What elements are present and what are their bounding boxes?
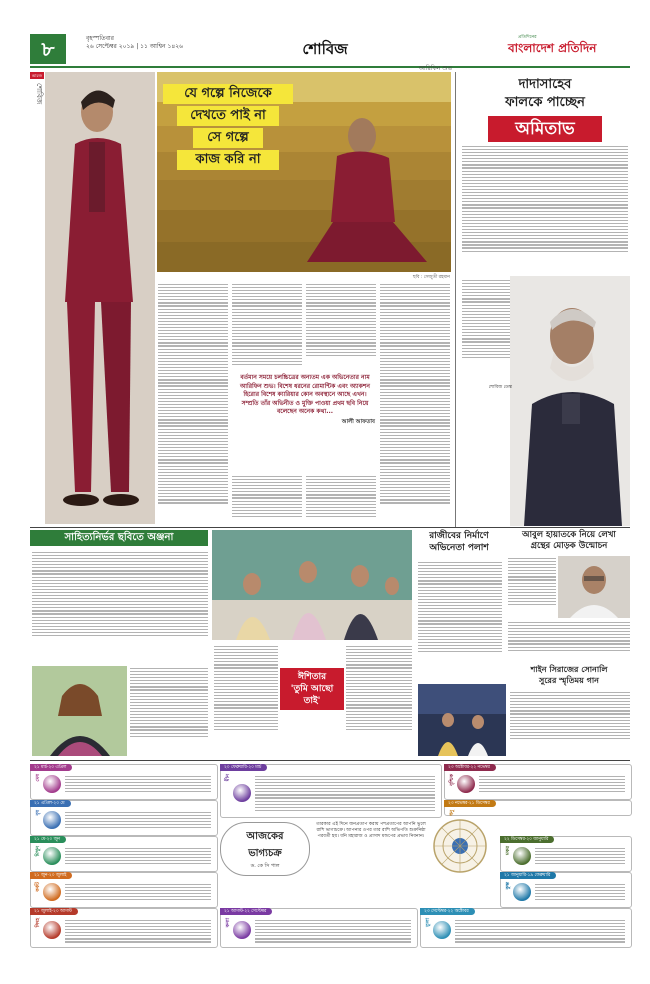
lead-headline-line-4: কাজ করি না [177, 150, 279, 170]
horoscope-sign-text [65, 918, 211, 945]
lead-photo-standing [45, 72, 155, 524]
horoscope-sign-range: ২১ এপ্রিল-২০ মে [30, 800, 71, 807]
horoscope-sign-name: মীন [225, 774, 231, 782]
zodiac-sign-icon [457, 775, 475, 793]
amitabh-body [462, 144, 628, 274]
horoscope-sign-name: কুম্ভ [505, 882, 511, 890]
horoscope-sign-box [30, 800, 218, 836]
masthead-tag: প্রতিদিনের [518, 35, 537, 40]
abul-hayat-headline-2: গ্রন্থের মোড়ক উন্মোচন [530, 541, 608, 551]
rajiv-body [418, 560, 502, 680]
amitabh-title [460, 76, 630, 142]
lead-headline-line-3: সে গল্পে [193, 128, 263, 148]
header-rule [30, 66, 630, 68]
tumi-acho-illustration [212, 530, 412, 640]
lead-body-col-2 [232, 282, 302, 372]
horoscope-sign-box [220, 908, 418, 948]
horoscope-title-box [220, 822, 310, 876]
horoscope-sign-text [65, 882, 211, 902]
amitabh-photo [510, 276, 630, 526]
horoscope-sign-box [444, 764, 632, 800]
amitabh-title-2: ফালকে পাচ্ছেন [505, 95, 585, 110]
horoscope-sign-box [220, 764, 442, 818]
abul-hayat-headline-1: আবুল হায়াতকে নিয়ে লেখা [522, 530, 616, 540]
zodiac-sign-icon [233, 784, 251, 802]
zodiac-sign-icon [513, 847, 531, 865]
lead-byline: আরিফিন শুভ [418, 65, 452, 72]
anjana-photo [32, 666, 127, 756]
issue-date-text: ২৬ সেপ্টেম্বর ২০১৯ | ১১ আশ্বিন ১৪২৬ [86, 43, 184, 50]
anjana-headline [30, 530, 208, 546]
amitabh-body-left [462, 278, 514, 378]
horoscope-sign-box [500, 872, 632, 908]
abul-hayat-body-1 [508, 556, 556, 618]
rajiv-headline-2: অভিনেতা পলাশ [429, 543, 489, 553]
zodiac-sign-icon [233, 921, 251, 939]
issue-date [86, 35, 286, 51]
horoscope-title-1: আজকের [246, 831, 284, 842]
lead-headline [163, 84, 293, 170]
amitabh-footer: শোবিজ ডেস্ক [488, 385, 512, 390]
shaina-headline [508, 664, 630, 686]
horoscope-sign-range: ২১ জুলাই-২০ আগস্ট [30, 908, 78, 915]
side-tag [30, 72, 44, 104]
horoscope-sign-text [455, 918, 625, 945]
anjana-headline-text: সাহিত্যনির্ভর ছবিতে অঞ্জনা [30, 530, 208, 546]
abul-hayat-illustration [558, 556, 630, 618]
lead-body-col-4 [380, 282, 450, 522]
horoscope-sign-text [65, 810, 211, 830]
zodiac-sign-icon [43, 811, 61, 829]
lead-body-col-2b [232, 474, 302, 524]
horoscope-sign-range: ২২ ডিসেম্বর-২০ জানুয়ারি [500, 836, 554, 843]
horoscope-sign-box [30, 872, 218, 908]
horoscope-sign-range: ২০ ফেব্রুয়ারি-২০ মার্চ [220, 764, 267, 771]
horoscope-sign-range: ২১ মে-২০ জুন [30, 836, 66, 843]
horoscope-sign-box [30, 908, 218, 948]
masthead [508, 34, 628, 55]
zodiac-sign-icon [43, 921, 61, 939]
lead-body-col-3b [306, 474, 376, 524]
horoscope-sign-text [535, 846, 625, 866]
lead-body-col-1 [158, 282, 228, 522]
zodiac-sign-icon [43, 847, 61, 865]
standing-man-illustration [45, 72, 155, 524]
horoscope-sign-range: ২১ আগস্ট-২২ সেপ্টেম্বর [220, 908, 272, 915]
horoscope-author: ড. কে সি পাল [250, 863, 280, 869]
horoscope-sign-box [30, 836, 218, 872]
zodiac-sign-icon [433, 921, 451, 939]
abul-hayat-photo [558, 556, 630, 618]
middle-rule [30, 527, 630, 528]
shaina-photo [418, 684, 506, 756]
tumi-acho-headline-1: ঈশিতার [297, 672, 327, 682]
horoscope-sign-name: বৃষ [35, 810, 41, 816]
lead-intro-text: বর্তমান সময়ে চলচ্চিত্রের অন্যতম এক অভিনেতার নাম আরিফিন শুভ। বিশেষ ধরনের রোমান্টিক এবং অ্যাকশন হিরোর বিশেষ ক্যারিয়ার কোন অবস্থানে আছে এখন। সম্প্রতি তাঁর অভিনীত ও মুক্তি পাওয়া প্রথম ছবি নিয়ে বলেছেন অনেক কথা... [240, 374, 370, 416]
horoscope-sign-range: ২১ জানুয়ারি-১৯ ফেব্রুয়ারি [500, 872, 556, 879]
horoscope-center-note: তারকার এই দিনে জনপ্রতাপ করায় পশপ্রতাপের আপনি ভুলে রাশি ভাগ্যচক্রে। আপনার ওপর তার রাশি অভিপতি শুক্রনিষ্ঠা পরবর্তী হয়। ধনি মহারাজ ও প্রাসাদ মন্ডপের প্রভাব নিবনান। [316, 822, 426, 840]
horoscope-sign-name: মেষ [35, 774, 41, 782]
tumi-acho-body-1 [214, 644, 278, 754]
rajiv-headline [416, 530, 502, 554]
horoscope-sign-name: তুলা [425, 918, 431, 927]
anjana-body-2 [130, 666, 208, 756]
lead-headline-line-2: দেখতে পাই না [177, 106, 279, 126]
shaina-illustration [418, 684, 506, 756]
zodiac-sign-icon [43, 883, 61, 901]
section-title: শোবিজ [302, 40, 348, 58]
shaina-headline-2: সুরের স্মৃতিময় গান [539, 676, 599, 685]
issue-day: বৃহস্পতিবার [86, 35, 114, 42]
horoscope-sign-name: কন্যা [225, 918, 231, 928]
amitabh-name: অমিতাভ [488, 116, 602, 142]
horoscope-sign-range: ২৩ নভেম্বর-২১ ডিসেম্বর [444, 800, 496, 807]
horoscope-wheel [432, 818, 488, 874]
horoscope-sign-text [535, 882, 625, 902]
page-number: ৮ [30, 34, 66, 64]
zodiac-wheel-icon [432, 818, 488, 874]
horoscope-sign-name: মিথুন [35, 846, 41, 857]
side-tag-label: শোবিজ [35, 83, 43, 105]
lead-intro-box [235, 374, 375, 470]
horoscope-sign-name: মকর [505, 846, 511, 856]
tumi-acho-headline [280, 668, 344, 710]
horoscope-sign-name: সিংহ [35, 918, 41, 928]
horoscope-sign-range: ২৩ অক্টোবর-২২ নভেম্বর [444, 764, 496, 771]
horoscope-sign-name: ধনু [449, 810, 455, 816]
horoscope-sign-name: কর্কট [35, 882, 41, 892]
zodiac-sign-icon [513, 883, 531, 901]
lead-headline-line-1: যে গল্পে নিজেকে [163, 84, 293, 104]
horoscope-sign-box [500, 836, 632, 872]
anjana-illustration [32, 666, 127, 756]
horoscope-sign-box [420, 908, 632, 948]
tumi-acho-headline-2: 'তুমি আছো [290, 684, 334, 694]
horoscope-sign-text [65, 846, 211, 866]
amitabh-divider [455, 72, 456, 527]
horoscope-sign-text [65, 774, 211, 794]
horoscope-sign-range: ২১ জুন-২০ জুলাই [30, 872, 72, 879]
lead-intro-credit: আলী আফতাব [341, 418, 375, 425]
tumi-acho-photo [212, 530, 412, 640]
lead-body-col-3 [306, 282, 376, 362]
masthead-logo: বাংলাদেশ প্রতিদিন [508, 41, 597, 55]
amitabh-title-1: দাদাসাহেব [518, 77, 572, 92]
horoscope-sign-range: ২১ মার্চ-২০ এপ্রিল [30, 764, 72, 771]
anjana-body-1 [32, 550, 208, 660]
horoscope-sign-range: ২৩ সেপ্টেম্বর-২২ অক্টোবর [420, 908, 475, 915]
tumi-acho-body-2 [346, 644, 412, 754]
shaina-headline-1: শাইন সিরাজের সোনালি [530, 665, 608, 674]
rajiv-headline-1: রাজীবের নির্মাণে [429, 531, 489, 541]
side-tag-top: আরজ [31, 73, 43, 78]
horoscope-sign-text [479, 774, 625, 794]
horoscope-sign-name: বৃশ্চিক [449, 774, 455, 786]
horoscope-title-2: ভাগ্যচক্র [248, 848, 282, 859]
horoscope-sign-box [444, 800, 632, 816]
lead-photo-credit: ছবি : সেজুতী রহমান [412, 275, 450, 280]
horoscope-sign-box [30, 764, 218, 800]
abul-hayat-headline [508, 530, 630, 552]
amitabh-illustration [510, 276, 630, 526]
shaina-body [510, 690, 630, 756]
abul-hayat-body-2 [508, 620, 630, 660]
zodiac-sign-icon [43, 775, 61, 793]
horoscope-sign-text [255, 918, 411, 945]
horoscope-rule [30, 760, 630, 761]
horoscope-sign-text [255, 774, 435, 813]
tumi-acho-headline-3: তাই' [303, 696, 321, 706]
